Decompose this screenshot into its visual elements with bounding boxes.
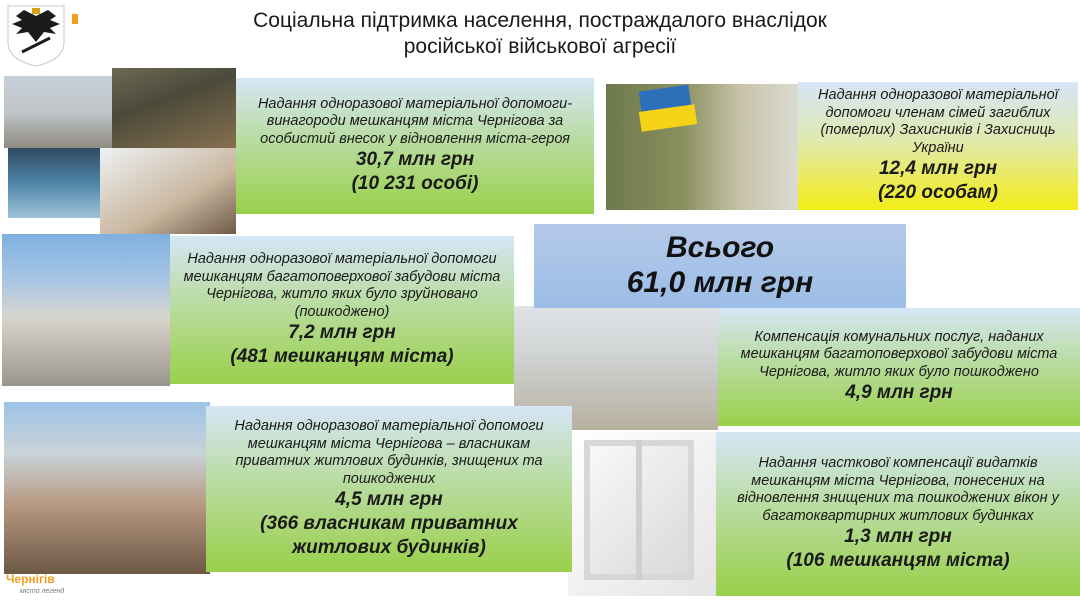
panel-recipients: (106 мешканцям міста) xyxy=(786,550,1010,571)
damaged-street-photo xyxy=(4,76,112,148)
total-label: Всього xyxy=(665,231,775,264)
panel-description: Компенсація комунальних послуг, наданих мешканцям багатоповерхової забудови міста Чернігова, житло яких було пошкоджено xyxy=(740,328,1058,380)
window-mullion xyxy=(636,440,642,580)
brand-tagline: місто легенд xyxy=(20,588,65,595)
panel-families-of-fallen xyxy=(798,82,1078,210)
panel-reward-restoration xyxy=(236,78,594,214)
destroyed-house-photo xyxy=(4,402,210,574)
slide-title xyxy=(180,8,900,60)
title-line-2: російської військової агресії xyxy=(403,35,677,58)
panel-recipients: (366 власникам приватних житлових будинків) xyxy=(260,513,518,558)
panel-amount: 12,4 млн грн xyxy=(878,158,998,179)
panel-recipients: (10 231 особі) xyxy=(351,173,479,195)
panel-amount: 4,5 млн грн xyxy=(335,489,443,510)
damaged-apartment-building-photo xyxy=(2,234,170,386)
panel-utility-compensation xyxy=(718,308,1080,426)
panel-recipients: (481 мешканцям міста) xyxy=(230,346,454,367)
panel-window-restoration xyxy=(716,432,1080,596)
surgery-photo xyxy=(8,148,100,218)
total-summary xyxy=(534,224,906,308)
city-brand-logo: Чернігів xyxy=(6,572,55,586)
panel-description: Надання одноразової матеріальної допомоги-винагороди мешканцям міста Чернігова за особистий внесок у відновлення міста-героя xyxy=(257,95,573,147)
title-line-1: Соціальна підтримка населення, постраждалого внаслідок xyxy=(253,9,827,32)
panel-description: Надання одноразової матеріальної допомоги мешканцям багатоповерхової забудови міста Чернігова, житло яких було зруйновано (пошкоджено) xyxy=(183,251,501,320)
accent-mark xyxy=(72,14,78,24)
panel-amount: 1,3 млн грн xyxy=(844,526,952,547)
panel-amount: 4,9 млн грн xyxy=(845,382,953,404)
rescue-workers-photo xyxy=(112,68,236,148)
panel-description: Надання часткової компенсації видатків мешканцям міста Чернігова, понесених на відновлення знищених та пошкоджених вікон у багатоквартирних житлових будинках xyxy=(737,455,1059,524)
total-amount: 61,0 млн грн xyxy=(626,266,814,299)
panel-multistorey-destroyed xyxy=(170,236,514,384)
panel-description: Надання одноразової матеріальної допомоги членам сімей загиблих (померлих) Захисників і Захисниць України xyxy=(818,87,1058,156)
city-coat-of-arms-logo xyxy=(2,2,70,68)
panel-private-houses xyxy=(206,406,572,572)
flags-and-flowers-photo xyxy=(606,84,798,210)
panel-amount: 7,2 млн грн xyxy=(288,322,396,343)
roof-repair-photo xyxy=(100,148,236,234)
panel-amount: 30,7 млн грн xyxy=(355,149,475,171)
panel-description: Надання одноразової матеріальної допомоги мешканцям міста Чернігова – власникам приватних житлових будинків, знищених та пошкоджених xyxy=(234,418,544,487)
panel-recipients: (220 особам) xyxy=(878,182,998,203)
